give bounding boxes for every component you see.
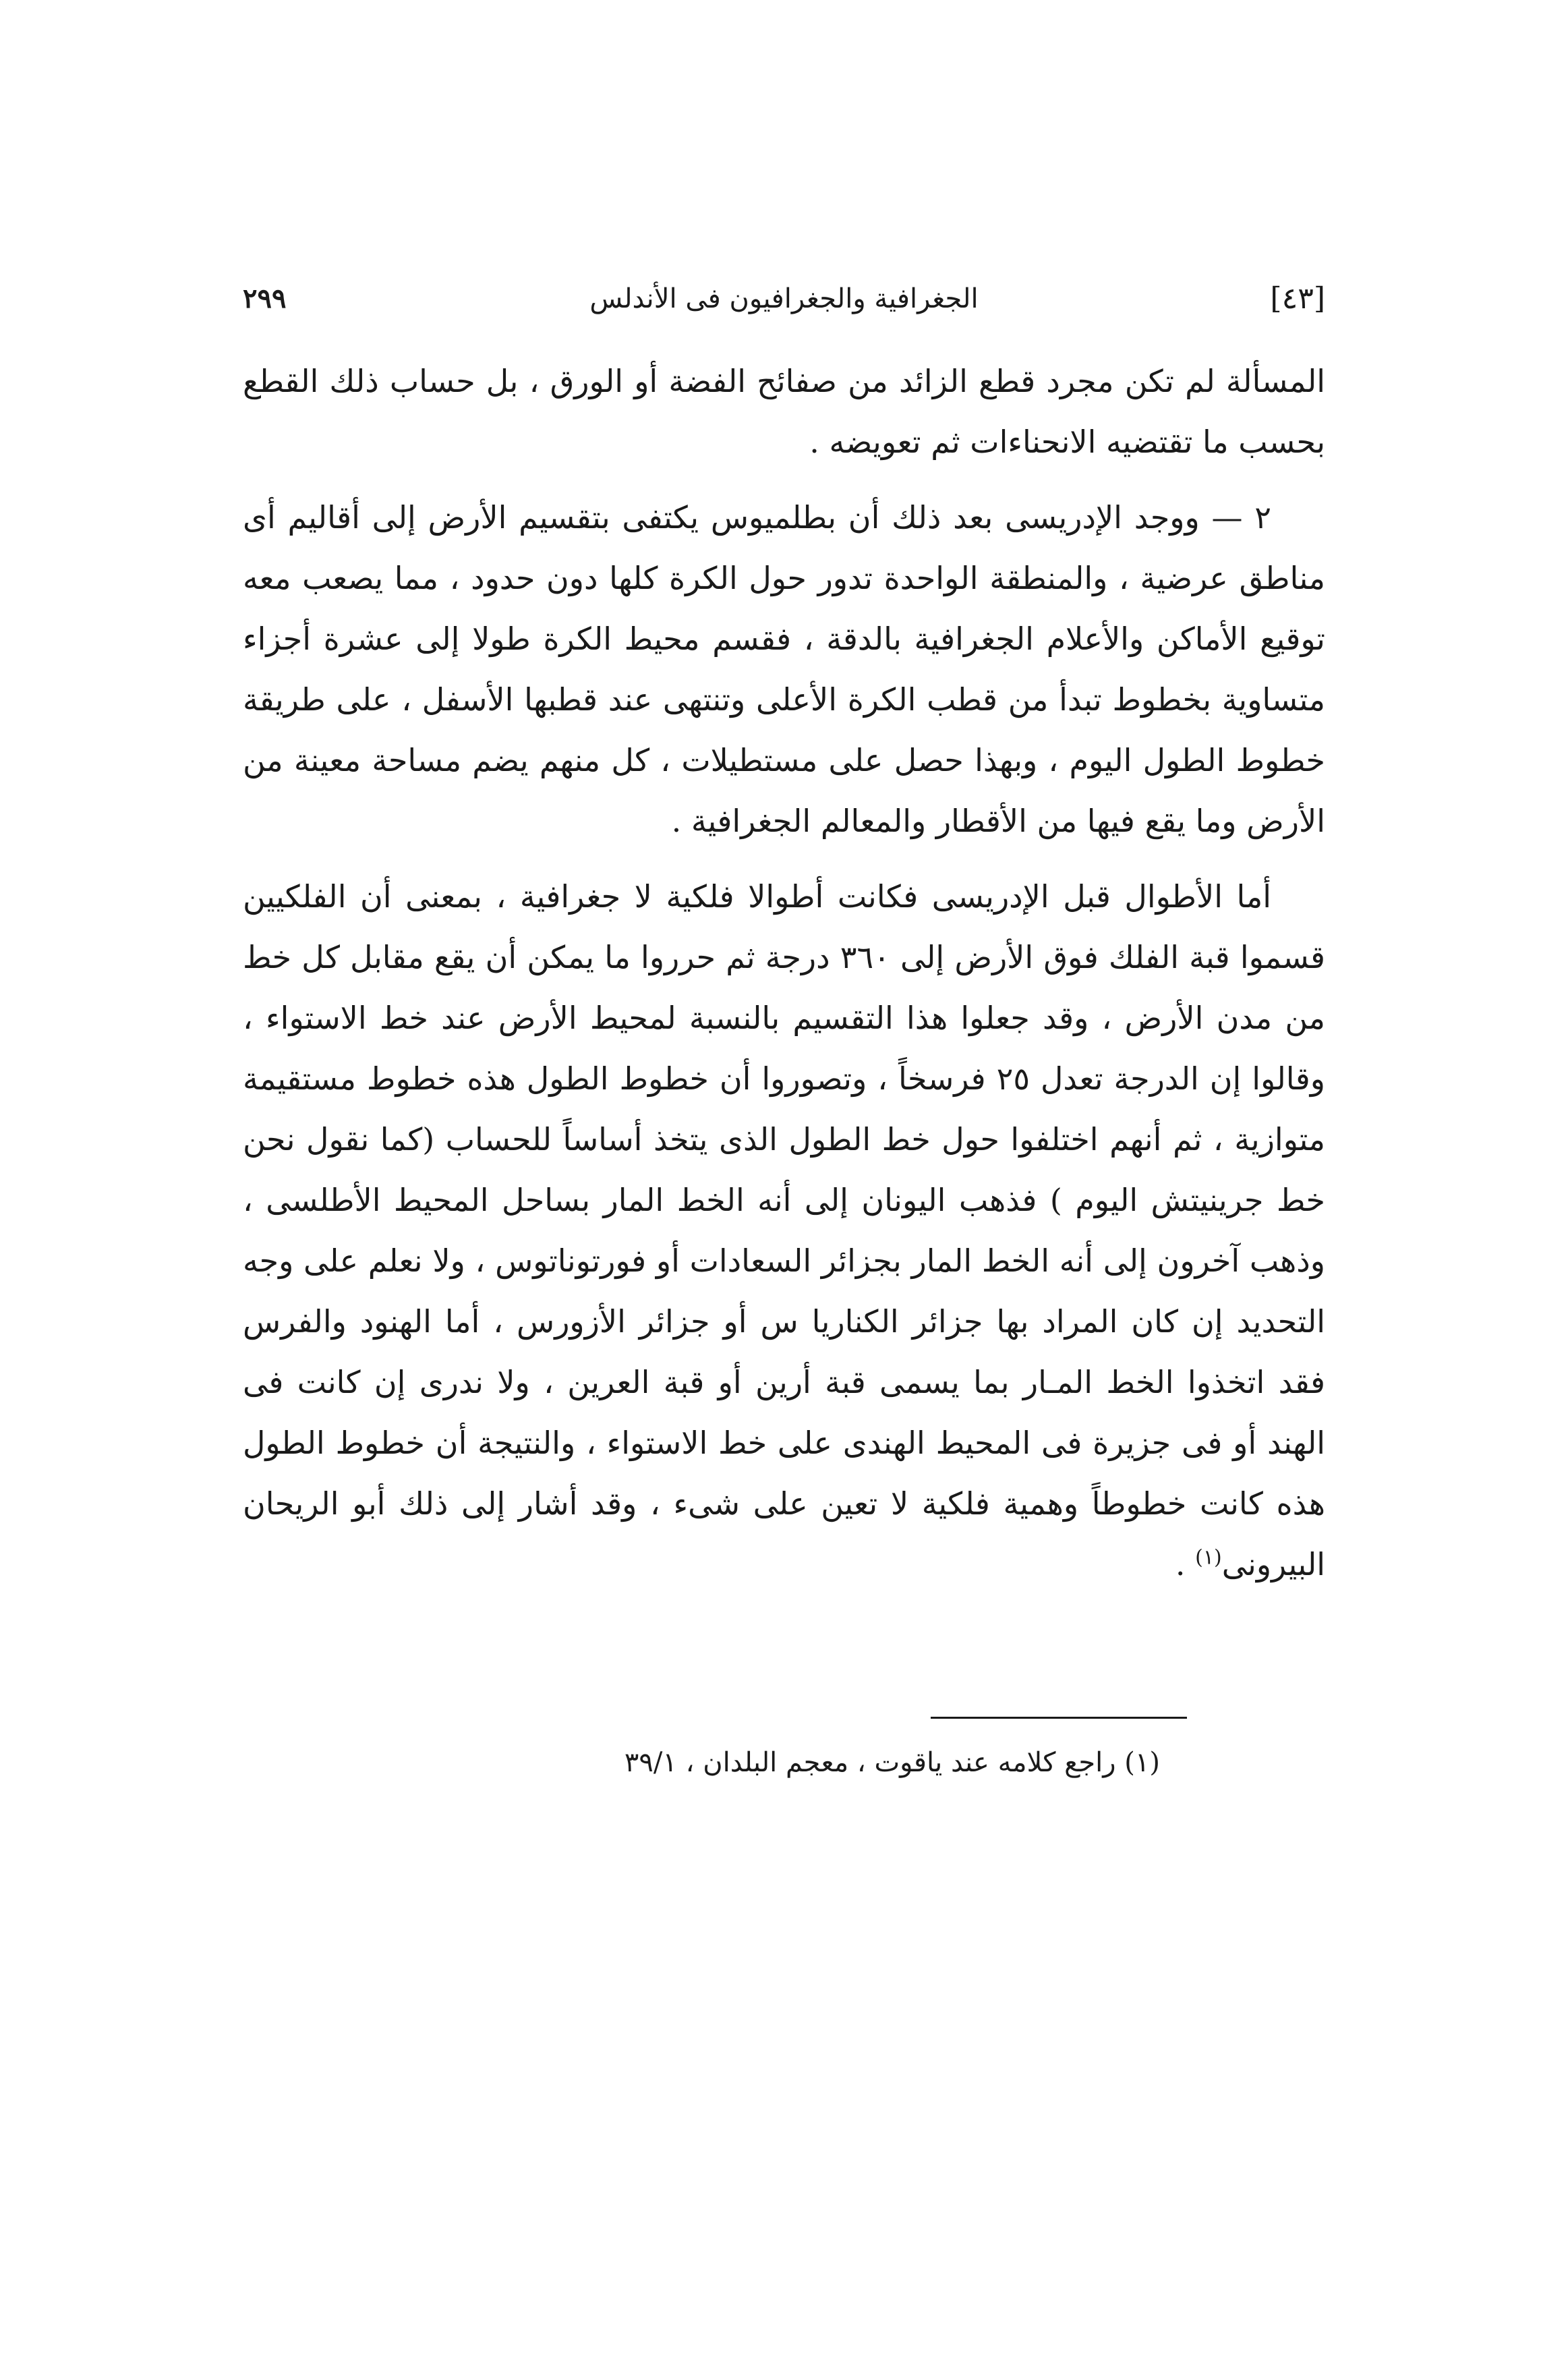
running-title: الجغرافية والجغرافيون فى الأندلس (589, 283, 979, 314)
paragraph-2: ٢ — ووجد الإدريسى بعد ذلك أن بطلميوس يكتفى بتقسيم الأرض إلى أقاليم أى مناطق عرضية ، والمنطقة الواحدة تدور حول الكرة كلها دون حدود ، مما يصعب معه توقيع الأماكن والأعلام الجغرافية بالدقة ، فقسم محيط الكرة طولا إلى عشرة أجزاء متساوية بخطوط تبدأ من قطب الكرة الأعلى وتنتهى عند قطبها الأسفل ، على طريقة خطوط الطول اليوم ، وبهذا حصل على مستطيلات ، كل منهم يضم مساحة معينة من الأرض وما يقع فيها من الأقطار والمعالم الجغرافية . (243, 499, 1325, 839)
paragraph-3-text: أما الأطوال قبل الإدريسى فكانت أطوالا فلكية لا جغرافية ، بمعنى أن الفلكيين قسموا قبة الفلك فوق الأرض إلى ٣٦٠ درجة ثم حرروا ما يمكن أن يقع مقابل كل خط من مدن الأرض ، وقد جعلوا هذا التقسيم بالنسبة لمحيط الأرض عند خط الاستواء ، وقالوا إن الدرجة تعدل ٢٥ فرسخاً ، وتصوروا أن خطوط الطول هذه خطوط مستقيمة متوازية ، ثم أنهم اختلفوا حول خط الطول الذى يتخذ أساساً للحساب (كما نقول نحن خط جرينيتش اليوم ) فذهب اليونان إلى أنه الخط المار بساحل المحيط الأطلسى ، وذهب آخرون إلى أنه الخط المار بجزائر السعادات أو فورتوناتوس ، ولا نعلم على وجه التحديد إن كان المراد بها جزائر الكناريا س أو جزائر الأزورس ، أما الهنود والفرس فقد اتخذوا الخط المـار بما يسمى قبة أرين أو قبة العرين ، ولا ندرى إن كانت فى الهند أو فى جزيرة فى المحيط الهندى على خط الاستواء ، والنتيجة أن خطوط الطول هذه كانت خطوطاً وهمية فلكية لا تعين على شىء ، وقد أشار إلى ذلك أبو الريحان البيرونى (243, 878, 1325, 1582)
body-text (243, 351, 1325, 1609)
paragraph-3 (243, 866, 1325, 1595)
section-number: [٤٣] (1270, 281, 1325, 316)
page-header (243, 275, 1325, 322)
footnote-reference: (١) (1195, 1545, 1222, 1570)
page-number: ٢٩٩ (243, 283, 287, 314)
paragraph-3-end: . (1175, 1546, 1196, 1582)
footnote-divider (931, 1717, 1187, 1719)
footnote: (١) راجع كلامه عند ياقوت ، معجم البلدان ، ٣٩/١ (624, 1747, 1160, 1778)
paragraph-1: المسألة لم تكن مجرد قطع الزائد من صفائح الفضة أو الورق ، بل حساب ذلك القطع بحسب ما تقتضيه الانحناءات ثم تعويضه . (243, 363, 1325, 460)
